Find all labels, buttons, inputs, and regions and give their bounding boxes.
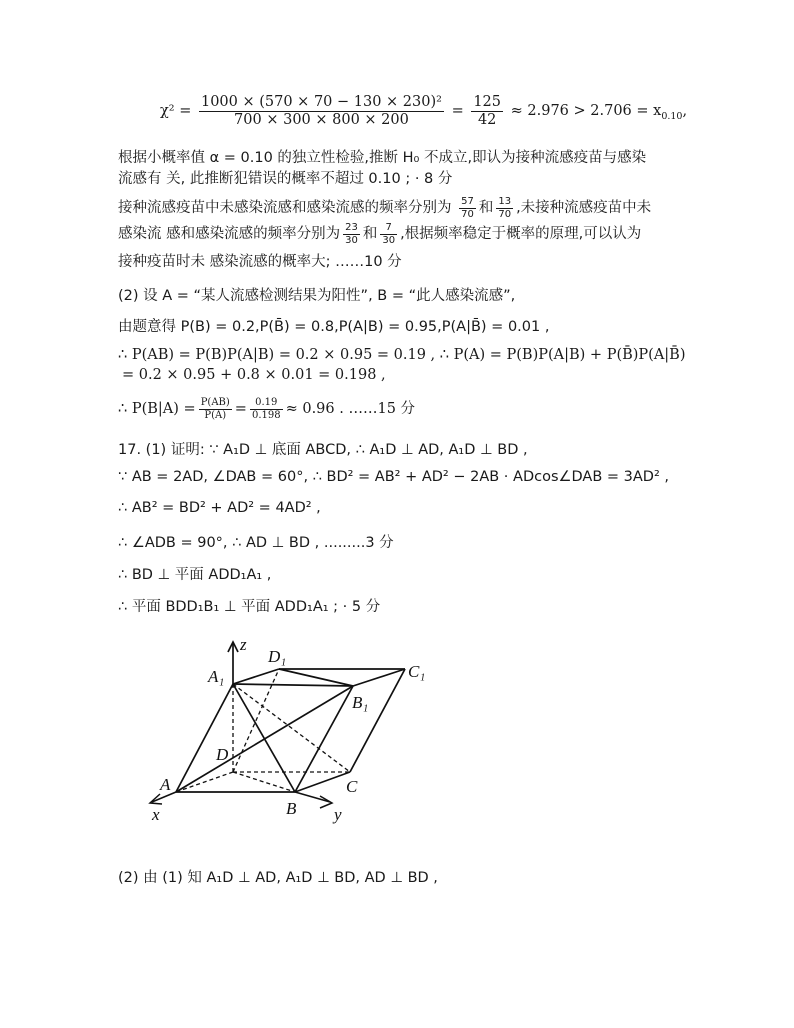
y-arrow xyxy=(320,796,332,808)
diag-b1-d1 xyxy=(279,669,353,686)
frac-13-70 xyxy=(496,196,513,220)
q17-line2: ∵ AB = 2AD, ∠DAB = 60°, ∴ BD² = AB² + AD² − 2AB · ADcos∠DAB = 3AD² , xyxy=(118,469,669,485)
part2-line4: = 0.2 × 0.95 + 0.8 × 0.01 = 0.198 , xyxy=(122,367,386,383)
q17-line4: ∴ ∠ADB = 90°, ∴ AD ⊥ BD , .........3 分 xyxy=(118,535,394,551)
frac-pab-pa xyxy=(199,397,232,421)
chi-sub: 0.10 xyxy=(661,111,683,123)
frac-7-30 xyxy=(380,222,397,246)
p2-text-a: 接种流感疫苗中未感染流感和感染流感的频率分别为 xyxy=(118,200,452,216)
p1-line2: 流感有 关, 此推断犯错误的概率不超过 0.10 ; · 8 分 xyxy=(118,171,453,187)
edge-b-b1 xyxy=(295,686,353,792)
chi-numerator: 1000 × (570 × 70 − 130 × 230)² xyxy=(200,94,442,110)
chi-fraction-2 xyxy=(471,94,503,128)
frac-den: 70 xyxy=(498,208,512,220)
p2-text-d: ,根据频率稳定于概率的原理,可以认为 xyxy=(400,226,642,242)
pba-lhs: ∴ P(B|A) = xyxy=(118,401,196,417)
frac-den: 70 xyxy=(461,208,474,220)
label-a1: A₁ xyxy=(208,667,225,686)
p2-line1 xyxy=(118,196,651,220)
p2-text-c: 感染流 感和感染流感的频率分别为 xyxy=(118,226,341,242)
p1-line1: 根据小概率值 α = 0.10 的独立性检验,推断 H₀ 不成立,即认为接种流感疫苗与感染 xyxy=(118,150,647,166)
q17-line1: 17. (1) 证明: ∵ A₁D ⊥ 底面 ABCD, ∴ A₁D ⊥ AD, A₁D ⊥ BD , xyxy=(118,442,528,458)
label-d1: D₁ xyxy=(268,647,287,666)
diag-a1-b xyxy=(233,684,295,792)
edge-d1-a1 xyxy=(233,669,279,684)
chi-denominator-2: 42 xyxy=(477,111,497,128)
pba-rest: ≈ 0.96 . ……15 分 xyxy=(285,401,416,417)
frac-num: 13 xyxy=(498,196,512,207)
label-a: A xyxy=(160,775,171,794)
label-x: x xyxy=(152,805,160,824)
label-b1: B₁ xyxy=(352,693,369,712)
part2-line5 xyxy=(118,397,415,421)
p2-and1: 和 xyxy=(478,200,494,216)
frac-019-0198 xyxy=(250,397,283,421)
frac-den: 30 xyxy=(345,234,358,246)
frac-den: 30 xyxy=(382,234,396,246)
frac-num: 23 xyxy=(345,222,358,233)
frac-den: 0.198 xyxy=(251,409,281,421)
frac-num: 57 xyxy=(461,196,474,207)
chi-lhs: χ² = xyxy=(160,103,192,120)
label-b: B xyxy=(286,799,297,818)
frac-num: P(AB) xyxy=(200,397,230,408)
part2-line2: 由题意得 P(B) = 0.2,P(B̄) = 0.8,P(A|B) = 0.95,P(A|B̄) = 0.01 , xyxy=(118,319,550,335)
label-d: D xyxy=(216,745,229,764)
frac-57-70 xyxy=(459,196,476,220)
chi-numerator-2: 125 xyxy=(473,94,502,110)
q17-line6: ∴ 平面 BDD₁B₁ ⊥ 平面 ADD₁A₁ ; · 5 分 xyxy=(118,599,381,615)
frac-den: P(A) xyxy=(204,409,227,421)
chi-eq: = xyxy=(451,103,464,120)
label-c1: C₁ xyxy=(408,662,426,681)
q17-line3: ∴ AB² = BD² + AD² = 4AD² , xyxy=(118,500,321,516)
chi-square-equation xyxy=(160,94,687,128)
parallelepiped-figure xyxy=(140,632,440,832)
y-axis xyxy=(295,792,330,802)
frac-num: 7 xyxy=(380,222,397,235)
p2-and2: 和 xyxy=(362,226,378,242)
edge-a1-b1 xyxy=(233,684,353,686)
p2-line2 xyxy=(118,222,641,246)
q17-line5: ∴ BD ⊥ 平面 ADD₁A₁ , xyxy=(118,567,272,583)
chi-denominator: 700 × 300 × 800 × 200 xyxy=(234,111,409,128)
edge-b-c xyxy=(295,772,350,792)
label-z: z xyxy=(240,635,247,654)
chi-comma: , xyxy=(682,103,688,120)
chi-rest: ≈ 2.976 > 2.706 = x xyxy=(510,103,662,120)
part2-line1: (2) 设 A = “某人流感检测结果为阳性”, B = “此人感染流感”, xyxy=(118,288,516,304)
label-c: C xyxy=(346,777,358,796)
frac-23-30 xyxy=(343,222,360,246)
p2-text-b: ,未接种流感疫苗中未 xyxy=(516,200,652,216)
pba-eq: = xyxy=(234,401,247,417)
label-y: y xyxy=(334,805,342,824)
p2-line3: 接种疫苗时未 感染流感的概率大; ……10 分 xyxy=(118,254,402,270)
diag-a1-c xyxy=(233,684,350,772)
chi-fraction xyxy=(199,94,444,128)
frac-num: 0.19 xyxy=(250,397,283,410)
q17-line7: (2) 由 (1) 知 A₁D ⊥ AD, A₁D ⊥ BD, AD ⊥ BD , xyxy=(118,870,438,886)
part2-line3: ∴ P(AB) = P(B)P(A|B) = 0.2 × 0.95 = 0.19 , ∴ P(A) = P(B)P(A|B) + P(B̄)P(A|B̄) xyxy=(118,347,686,363)
